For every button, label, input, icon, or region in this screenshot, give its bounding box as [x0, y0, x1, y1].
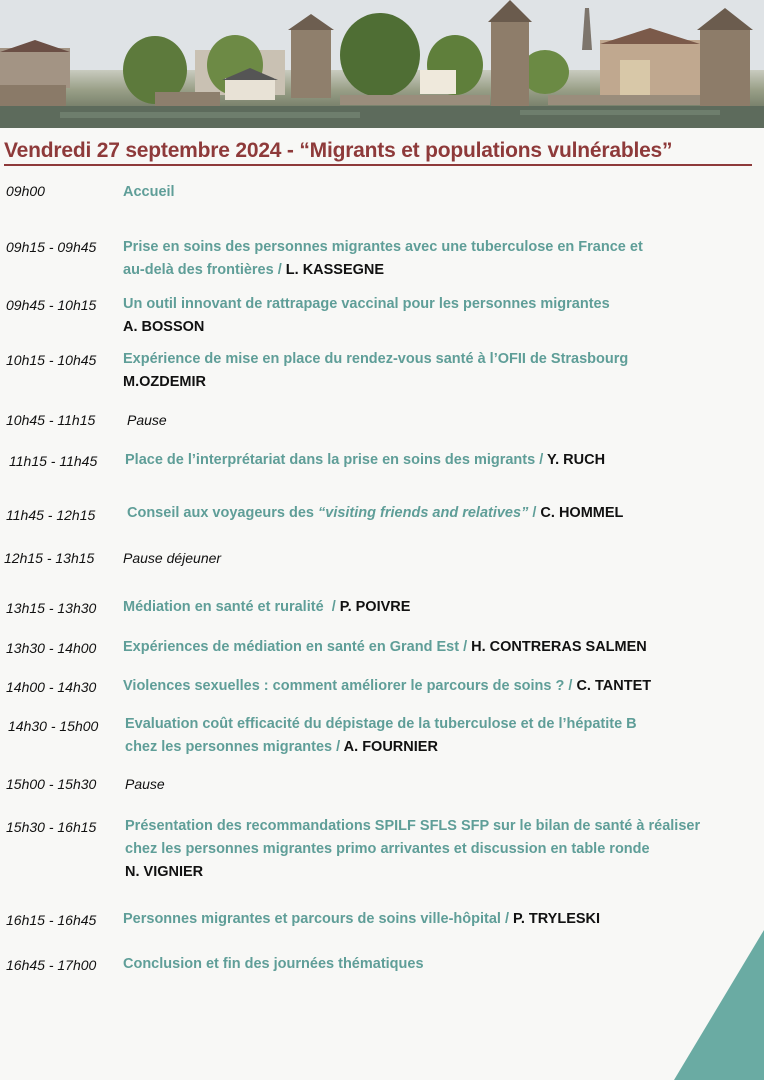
- speaker-name: L. KASSEGNE: [285, 262, 385, 278]
- separator: /: [504, 911, 509, 927]
- speaker-name: P. POIVRE: [339, 599, 411, 615]
- time-label: 15h30 - 16h15: [6, 819, 97, 835]
- talk-block: [127, 502, 623, 525]
- talk-title-line: Présentation des recommandations SPILF SFLS SFP sur le bilan de santé à réaliser: [125, 818, 701, 834]
- separator: /: [532, 505, 537, 521]
- time-label: 14h00 - 14h30: [6, 679, 97, 695]
- talk-block: [123, 636, 647, 659]
- time-label: 13h15 - 13h30: [6, 600, 97, 616]
- talk-block: [123, 908, 600, 931]
- time-label: 09h15 - 09h45: [6, 239, 97, 255]
- speaker-name: H. CONTRERAS SALMEN: [471, 639, 647, 655]
- strasbourg-panorama-image: [0, 0, 764, 128]
- pause-label: Pause: [125, 776, 165, 792]
- talk-title-emphasis: “visiting friends and relatives”: [318, 505, 529, 521]
- decorative-corner-triangle: [674, 930, 764, 1080]
- talk-block: [125, 449, 605, 472]
- time-label: 11h45 - 12h15: [6, 507, 96, 523]
- talk-title: Conseil aux voyageurs des: [127, 505, 318, 521]
- talk-title-line: Prise en soins des personnes migrantes avec une tuberculose en France et: [123, 239, 643, 255]
- time-label: 10h15 - 10h45: [6, 352, 97, 368]
- time-label: 14h30 - 15h00: [8, 718, 99, 734]
- talk-title-line: chez les personnes migrantes primo arrivantes et discussion en table ronde: [125, 841, 650, 857]
- time-label: 16h15 - 16h45: [6, 912, 97, 928]
- title-underline: [4, 164, 752, 166]
- talk-title: Expérience de mise en place du rendez-vous santé à l’OFII de Strasbourg: [123, 351, 629, 367]
- separator: /: [336, 739, 341, 755]
- time-label: 10h45 - 11h15: [6, 412, 96, 428]
- talk-title: Un outil innovant de rattrapage vaccinal pour les personnes migrantes: [123, 296, 610, 312]
- pause-label: Pause déjeuner: [123, 550, 222, 566]
- talk-block: [123, 596, 410, 619]
- talk-title-line: Evaluation coût efficacité du dépistage de la tuberculose et de l’hépatite B: [125, 716, 637, 732]
- talk-block: [125, 815, 700, 884]
- pause-label: Pause: [127, 412, 167, 428]
- speaker-name: A. FOURNIER: [343, 739, 438, 755]
- separator: /: [331, 599, 336, 615]
- talk-block: [123, 348, 628, 394]
- separator: /: [463, 639, 468, 655]
- talk-title: Expériences de médiation en santé en Grand Est: [123, 639, 460, 655]
- time-label: 09h45 - 10h15: [6, 297, 97, 313]
- speaker-name: Y. RUCH: [547, 452, 606, 468]
- talk-title-line: au-delà des frontières: [123, 262, 274, 278]
- talk-block: [123, 293, 610, 339]
- separator: /: [539, 452, 544, 468]
- page-title: Vendredi 27 septembre 2024 - “Migrants et populations vulnérables”: [4, 139, 673, 162]
- talk-title: Place de l’interprétariat dans la prise en soins des migrants: [125, 452, 536, 468]
- header-photo: [0, 0, 764, 128]
- speaker-name: C. HOMMEL: [540, 505, 624, 521]
- talk-title: Médiation en santé et ruralité: [123, 599, 324, 615]
- time-label: 16h45 - 17h00: [6, 957, 97, 973]
- talk-title: Violences sexuelles : comment améliorer le parcours de soins ?: [123, 678, 565, 694]
- talk-title: Personnes migrantes et parcours de soins ville-hôpital: [123, 911, 501, 927]
- separator: /: [568, 678, 573, 694]
- speaker-name: M.OZDEMIR: [123, 374, 206, 390]
- time-label: 11h15 - 11h45: [9, 453, 98, 469]
- time-label: 13h30 - 14h00: [6, 640, 97, 656]
- speaker-name: P. TRYLESKI: [513, 911, 601, 927]
- separator: /: [277, 262, 282, 278]
- time-label: 09h00: [6, 183, 45, 199]
- speaker-name: N. VIGNIER: [125, 864, 204, 880]
- talk-title: Accueil: [123, 184, 175, 200]
- time-label: 12h15 - 13h15: [4, 550, 95, 566]
- speaker-name: A. BOSSON: [123, 319, 205, 335]
- talk-block: [123, 236, 643, 282]
- speaker-name: C. TANTET: [576, 678, 652, 694]
- talk-title-line: chez les personnes migrantes: [125, 739, 333, 755]
- talk-block: [125, 713, 637, 759]
- talk-title: Conclusion et fin des journées thématiques: [123, 956, 424, 972]
- talk-block: [123, 675, 651, 698]
- time-label: 15h00 - 15h30: [6, 776, 97, 792]
